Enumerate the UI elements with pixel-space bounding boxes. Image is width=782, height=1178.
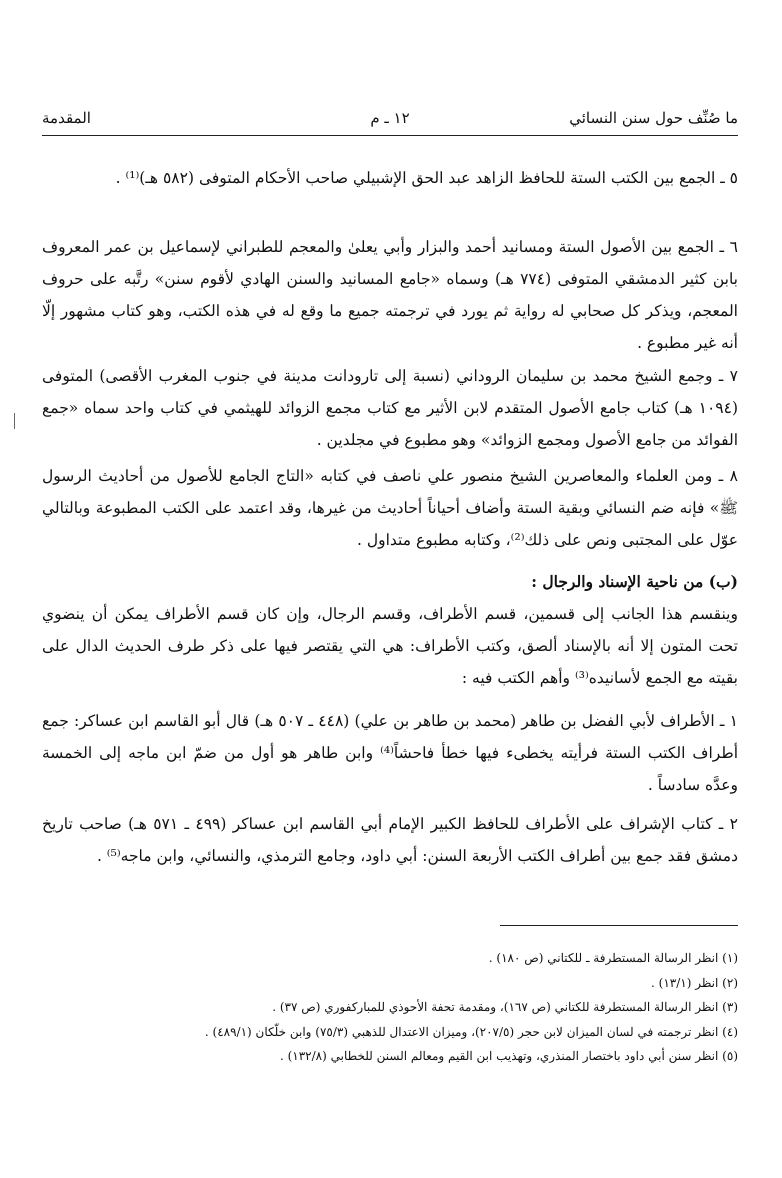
margin-mark: [14, 413, 15, 429]
item-6-text: ٦ ـ الجمع بين الأصول الستة ومسانيد أحمد والبزار وأبي يعلىٰ والمعجم للطبراني لإسماعيل بن عمر المعروف بابن كثير الدمشقي المتوفى (٧٧٤ هـ) وسماه «جامع المسانيد والسنن الهادي لأقوم سنن» رتَّبه على حروف المعجم، ويذكر كل صحابي له رواية ثم يورد في ترجمته جميع ما وقع له في هذه الكتب، وهو كتاب مشهور إلّا أنه غير مطبوع .: [42, 238, 738, 352]
page-number: ١٢ ـ م: [370, 109, 410, 127]
footnotes: [42, 946, 738, 1069]
section-intro-text: وينقسم هذا الجانب إلى قسمين، قسم الأطراف، وقسم الرجال، وإن كان قسم الأطراف يمكن أن ينضوي تحت المتون إلا أنه بالإسناد ألصق، وكتب الأطراف: هي التي يقتصر فيها على ذكر طرف الحديث الدال على بقيته مع الجمع لأسانيده⁽³⁾ وأهم الكتب فيه :: [42, 605, 738, 687]
item-7-text: ٧ ـ وجمع الشيخ محمد بن سليمان الروداني (نسبة إلى تارودانت مدينة في جنوب المغرب الأقصى) المتوفى (١٠٩٤ هـ) كتاب جامع الأصول المتقدم لابن الأثير مع كتاب مجمع الزوائد للهيثمي في كتاب واحد سماه «جمع الفوائد من جامع الأصول ومجمع الزوائد» وهو مطبوع في مجلدين .: [42, 367, 738, 449]
atraf-item-2: [42, 808, 738, 872]
atraf-item-1: [42, 705, 738, 801]
item-5-text: ٥ ـ الجمع بين الكتب الستة للحافظ الزاهد عبد الحق الإشبيلي صاحب الأحكام المتوفى (٥٨٢ هـ)⁽¹⁾ .: [115, 169, 738, 187]
item-8: [42, 460, 738, 556]
item-5: [42, 162, 738, 194]
footnote-3: (٣) انظر الرسالة المستطرفة للكتاني (ص ١٦٧)، ومقدمة تحفة الأحوذي للمباركفوري (ص ٣٧) .: [272, 1000, 738, 1014]
section-heading-text: (ب) من ناحية الإسناد والرجال :: [531, 572, 738, 591]
header-section-title: المقدمة: [42, 109, 91, 127]
section-heading: [42, 566, 738, 598]
footnote-separator: [500, 925, 738, 926]
running-header: [42, 106, 738, 130]
footnote-2: (٢) انظر (١٣/١) .: [651, 975, 738, 990]
atraf-item-2-text: ٢ ـ كتاب الإشراف على الأطراف للحافظ الكبير الإمام أبي القاسم ابن عساكر (٤٩٩ ـ ٥٧١ هـ) صاحب تاريخ دمشق فقد جمع بين أطراف الكتب الأربعة السنن: أبي داود، وجامع الترمذي، والنسائي، وابن ماجه⁽⁵⁾ .: [42, 815, 738, 865]
atraf-item-1-text: ١ ـ الأطراف لأبي الفضل بن طاهر (محمد بن طاهر بن علي) (٤٤٨ ـ ٥٠٧ هـ) قال أبو القاسم ابن عساكر: جمع أطراف الكتب الستة فرأيته يخطىء فيها خطأ فاحشاً⁽⁴⁾ وابن طاهر هو أول من ضمّ ابن ماجه إلى الخمسة وعدَّه سادساً .: [42, 712, 738, 794]
section-intro: [42, 598, 738, 694]
footnote-5: (٥) انظر سنن أبي داود باختصار المنذري، وتهذيب ابن القيم ومعالم السنن للخطابي (١٣٢/٨) .: [279, 1049, 738, 1063]
item-8-text: ٨ ـ ومن العلماء والمعاصرين الشيخ منصور علي ناصف في كتابه «التاج الجامع للأصول من أحاديث الرسول ﷺ» فإنه ضم النسائي وبقية الستة وأضاف أحياناً أحاديث من غيرها، وقد اعتمد على الكتب المطبوعة وبالتالي عوّل على المجتبى ونص على ذلك⁽²⁾، وكتابه مطبوع متداول .: [42, 467, 738, 549]
header-book-title: ما صُنِّف حول سنن النسائي: [569, 109, 738, 127]
item-6: [42, 231, 738, 359]
footnote-1: (١) انظر الرسالة المستطرفة ـ للكتاني (ص ١٨٠) .: [488, 951, 738, 965]
footnote-4: (٤) انظر ترجمته في لسان الميزان لابن حجر (٢٠٧/٥)، وميزان الاعتدال للذهبي (٧٥/٣) وابن خلّكان (٤٨٩/١) .: [204, 1024, 738, 1039]
item-7: [42, 360, 738, 456]
header-rule: [42, 135, 738, 136]
